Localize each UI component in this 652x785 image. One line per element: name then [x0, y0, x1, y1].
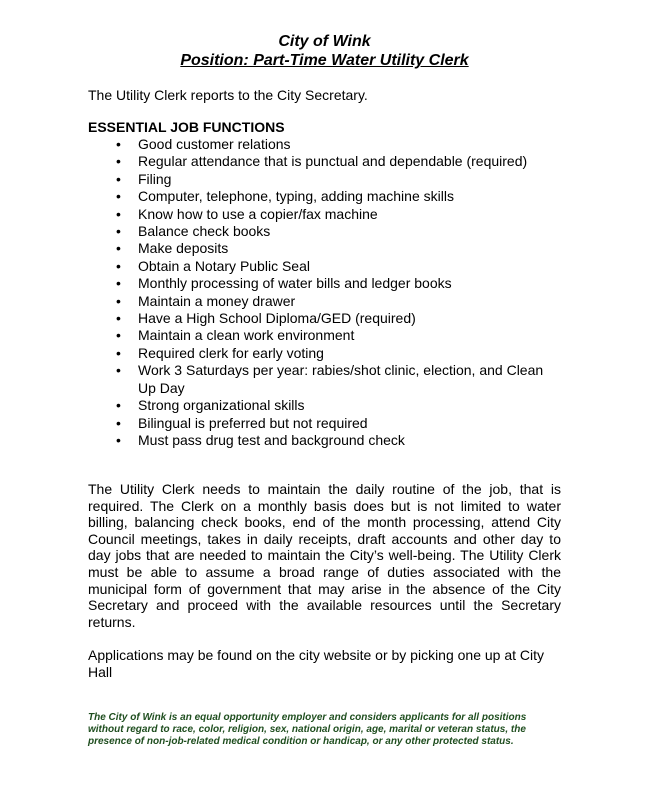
job-function-text: Bilingual is preferred but not required: [138, 414, 368, 431]
job-function-text: Know how to use a copier/fax machine: [138, 205, 378, 222]
job-function-text: Obtain a Notary Public Seal: [138, 257, 310, 274]
job-function-item: [88, 293, 561, 310]
bullet-icon: •: [116, 362, 121, 379]
job-function-item: [88, 206, 561, 223]
job-function-item: [88, 327, 561, 344]
applications-paragraph: Applications may be found on the city website or by picking one up at City Hall: [88, 647, 545, 680]
bullet-icon: •: [116, 292, 121, 309]
job-function-item: [88, 432, 561, 449]
job-function-text: Regular attendance that is punctual and dependable (required): [138, 153, 528, 170]
job-function-item: [88, 397, 561, 414]
job-function-text: Computer, telephone, typing, adding machine skills: [138, 188, 454, 205]
job-function-text: Strong organizational skills: [138, 397, 305, 414]
bullet-icon: •: [116, 344, 121, 361]
bullet-icon: •: [116, 257, 121, 274]
bullet-icon: •: [116, 431, 121, 448]
job-function-text: Must pass drug test and background check: [138, 431, 405, 448]
job-description-paragraph: The Utility Clerk needs to maintain the daily routine of the job, that is required. The Clerk on a monthly basis does but is not limited to water billing, balancing check books, end of the month processing, attend City Council meetings, takes in daily receipts, draft accounts and other day to day jobs that are needed to maintain the City’s well-being. The Utility Clerk must be able to assume a broad range of duties associated with the municipal form of government that may arise in the absence of the City Secretary and proceed with the available resources until the Secretary returns.: [88, 481, 561, 630]
job-function-text: Good customer relations: [138, 136, 291, 152]
bullet-icon: •: [116, 310, 121, 327]
bullet-icon: •: [116, 327, 121, 344]
job-function-text: Have a High School Diploma/GED (required): [138, 310, 416, 327]
job-function-item: [88, 362, 561, 397]
essential-functions-list: [88, 136, 561, 449]
job-function-text: Monthly processing of water bills and ledger books: [138, 275, 452, 292]
job-function-item: [88, 275, 561, 292]
intro-text: The Utility Clerk reports to the City Secretary.: [88, 87, 368, 103]
job-function-item: [88, 153, 561, 170]
bullet-icon: •: [116, 136, 121, 152]
job-function-text: Balance check books: [138, 223, 271, 240]
job-function-item: [88, 136, 561, 153]
job-function-text: Maintain a money drawer: [138, 292, 296, 309]
job-function-item: [88, 310, 561, 327]
bullet-icon: •: [116, 205, 121, 222]
essential-functions-heading: ESSENTIAL JOB FUNCTIONS: [88, 119, 285, 135]
bullet-icon: •: [116, 275, 121, 292]
bullet-icon: •: [116, 223, 121, 240]
job-function-item: [88, 171, 561, 188]
position-title: Position: Part-Time Water Utility Clerk: [180, 52, 469, 69]
job-function-item: [88, 223, 561, 240]
job-function-text: Filing: [138, 170, 172, 187]
job-function-item: [88, 258, 561, 275]
job-function-item: [88, 415, 561, 432]
equal-opportunity-statement: The City of Wink is an equal opportunity employer and considers applicants for all positions without regard to race, color, religion, sex, national origin, age, marital or veteran status, the presence of non-job-related medical condition or handicap, or any other protected status.: [88, 712, 527, 747]
job-function-text: Work 3 Saturdays per year: rabies/shot clinic, election, and Clean Up Day: [138, 362, 544, 396]
bullet-icon: •: [116, 414, 121, 431]
job-function-item: [88, 345, 561, 362]
document-title: City of Wink: [278, 33, 371, 50]
job-function-item: [88, 240, 561, 257]
bullet-icon: •: [116, 170, 121, 187]
job-function-text: Required clerk for early voting: [138, 344, 324, 361]
bullet-icon: •: [116, 153, 121, 170]
bullet-icon: •: [116, 397, 121, 414]
bullet-icon: •: [116, 188, 121, 205]
job-function-text: Make deposits: [138, 240, 229, 257]
job-function-item: [88, 188, 561, 205]
job-function-text: Maintain a clean work environment: [138, 327, 355, 344]
bullet-icon: •: [116, 240, 121, 257]
